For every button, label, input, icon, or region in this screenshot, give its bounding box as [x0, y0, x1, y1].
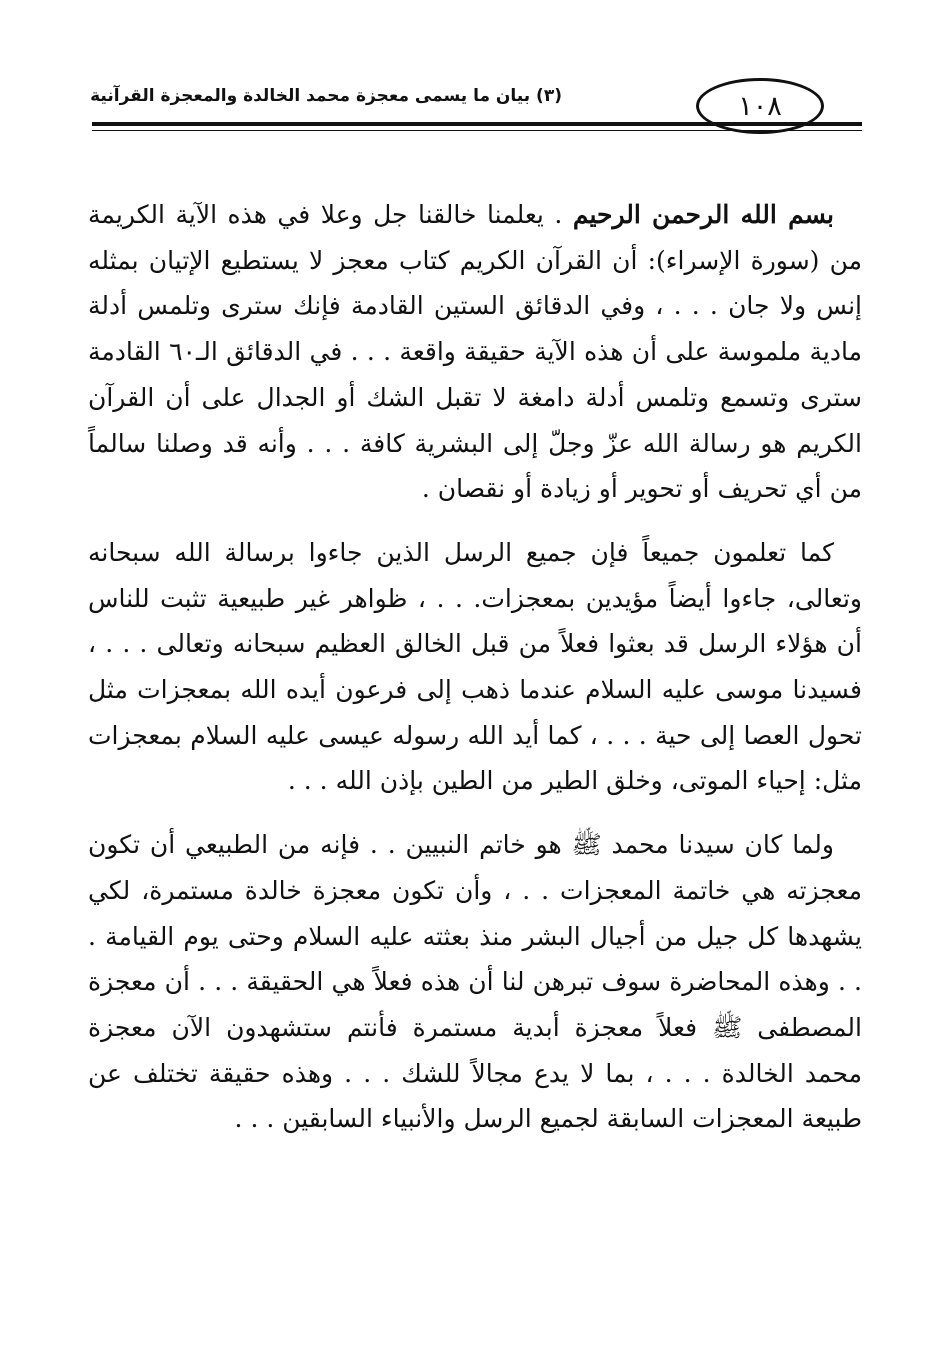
paragraph-2: كما تعلمون جميعاً فإن جميع الرسل الذين جاءوا برسالة الله سبحانه وتعالى، جاءوا أيضاً مؤيدين بمعجزات. . . ، ظواهر غير طبيعية تثبت للناس أن هؤلاء الرسل قد بعثوا فعلاً من قبل الخالق العظيم سبحانه وتعالى . . . ، فسيدنا موسى عليه السلام عندما ذهب إلى فرعون أيده الله بمعجزات مثل تحول العصا إلى حية . . . ، كما أيد الله رسوله عيسى عليه السلام بمعجزات مثل: إحياء الموتى، وخلق الطير من الطين بإذن الله . . .: [88, 537, 862, 796]
page-number: ١٠٨: [696, 78, 824, 134]
paragraph-3: ولما كان سيدنا محمد ﷺ هو خاتم النبيين . . فإنه من الطبيعي أن تكون معجزته هي خاتمة المعجزات . . ، وأن تكون معجزة خالدة مستمرة، لكي يشهدها كل جيل من أجيال البشر منذ بعثته عليه السلام وحتى يوم القيامة . . . وهذه المحاضرة سوف تبرهن لنا أن هذه فعلاً هي الحقيقة . . . أن معجزة المصطفى ﷺ فعلاً معجزة أبدية مستمرة فأنتم ستشهدون الآن معجزة محمد الخالدة . . . ، بما لا يدع مجالاً للشك . . . وهذه حقيقة تختلف عن طبيعة المعجزات السابقة لجميع الرسل والأنبياء السابقين . . .: [88, 830, 862, 1134]
paragraph-1-bold-lead: بسم الله الرحمن الرحيم: [572, 200, 834, 229]
page-header: [92, 72, 862, 152]
header-rule-thick: [92, 122, 862, 126]
paragraph-1-rest: . يعلمنا خالقنا جل وعلا في هذه الآية الكريمة من (سورة الإسراء): أن القرآن الكريم كتاب معجز لا يستطيع الإتيان بمثله إنس ولا جان . . . ، وفي الدقائق الستين القادمة فإنك سترى وتلمس أدلة مادية ملموسة على أن هذه الآية حقيقة واقعة . . . في الدقائق الـ٦٠ القادمة سترى وتسمع وتلمس أدلة دامغة لا تقبل الشك أو الجدال على أن القرآن الكريم هو رسالة الله عزّ وجلّ إلى البشرية كافة . . . وأنه قد وصلنا سالماً من أي تحريف أو تحوير أو زيادة أو نقصان .: [88, 200, 862, 504]
body-text: [88, 192, 862, 1160]
running-title: (٣) بيان ما يسمى معجزة محمد الخالدة والمعجزة القرآنية: [90, 86, 562, 106]
header-rule-thin: [92, 130, 862, 131]
paragraph-1: [88, 192, 862, 512]
